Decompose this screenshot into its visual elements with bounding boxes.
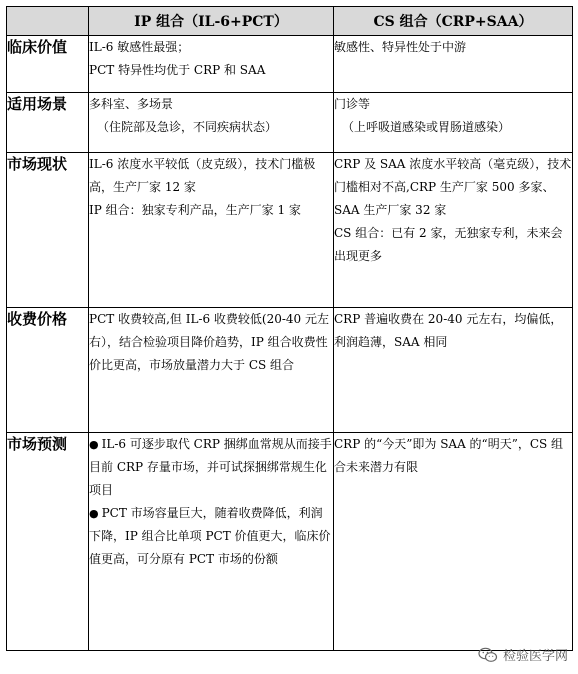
cell-text: 敏感性、特异性处于中游	[334, 40, 467, 54]
bullet-icon: ●	[89, 438, 99, 451]
row-clinical-value	[7, 36, 573, 93]
cell-text: （住院部及急诊，不同疾病状态）	[97, 120, 278, 134]
row-label: 市场预测	[7, 433, 89, 651]
cell-text: IP 组合：独家专利产品，生产厂家 1 家	[89, 203, 301, 217]
ip-cell	[89, 308, 334, 433]
row-scenario	[7, 93, 573, 153]
header-ip-combo: IP 组合（IL-6+PCT）	[89, 7, 334, 36]
ip-cell	[89, 153, 334, 308]
cs-cell	[334, 153, 573, 308]
ip-cell	[89, 93, 334, 153]
wechat-icon	[478, 647, 498, 663]
cs-cell	[334, 308, 573, 433]
cell-text: PCT 特异性均优于 CRP 和 SAA	[89, 63, 266, 77]
cell-text: CS 组合：已有 2 家，无独家专利，未来会出现更多	[334, 226, 563, 263]
cell-text: （上呼吸道感染或胃肠道感染）	[342, 120, 511, 134]
row-label: 收费价格	[7, 308, 89, 433]
cell-text: IL-6 敏感性最强；	[89, 40, 190, 54]
cell-paragraph	[89, 502, 333, 571]
cs-cell	[334, 433, 573, 651]
cs-cell	[334, 36, 573, 93]
cell-text: 多科室、多场景	[89, 97, 174, 111]
cell-paragraph	[89, 433, 333, 502]
bullet-icon: ●	[89, 507, 99, 520]
cell-text: 门诊等	[334, 97, 371, 111]
row-price	[7, 308, 573, 433]
header-cs-combo: CS 组合（CRP+SAA）	[334, 7, 573, 36]
watermark-text: 检验医学网	[502, 649, 568, 664]
cell-text: IL-6 可逐步取代 CRP 捆绑血常规从而接手目前 CRP 存量市场，并可试探捆绑常规生化项目	[89, 437, 332, 497]
row-market-status	[7, 153, 573, 308]
cell-text: CRP 及 SAA 浓度水平较高（毫克级），技术门槛相对不高,CRP 生产厂家 500 多家、SAA 生产厂家 32 家	[334, 157, 572, 217]
row-forecast	[7, 433, 573, 651]
row-label: 市场现状	[7, 153, 89, 308]
cell-text: PCT 市场容量巨大，随着收费降低，利润下降，IP 组合比单项 PCT 价值更大，临床价值更高，可分原有 PCT 市场的份额	[89, 506, 331, 566]
cs-cell	[334, 93, 573, 153]
cell-text: PCT 收费较高,但 IL-6 收费较低(20-40 元左右），结合检验项目降价趋势，IP 组合收费性价比更高，市场放量潜力大于 CS 组合	[89, 312, 330, 372]
row-label: 适用场景	[7, 93, 89, 153]
header-corner	[7, 7, 89, 36]
cell-text: IL-6 浓度水平较低（皮克级），技术门槛极高，生产厂家 12 家	[89, 157, 316, 194]
row-label: 临床价值	[7, 36, 89, 93]
header-row	[7, 7, 573, 36]
watermark	[478, 645, 568, 664]
ip-cell	[89, 433, 334, 651]
comparison-table	[6, 6, 573, 651]
cell-text: CRP 普遍收费在 20-40 元左右，均偏低，利润趋薄，SAA 相同	[334, 312, 563, 349]
cell-text: CRP 的“今天”即为 SAA 的“明天”，CS 组合未来潜力有限	[334, 437, 564, 474]
ip-cell	[89, 36, 334, 93]
